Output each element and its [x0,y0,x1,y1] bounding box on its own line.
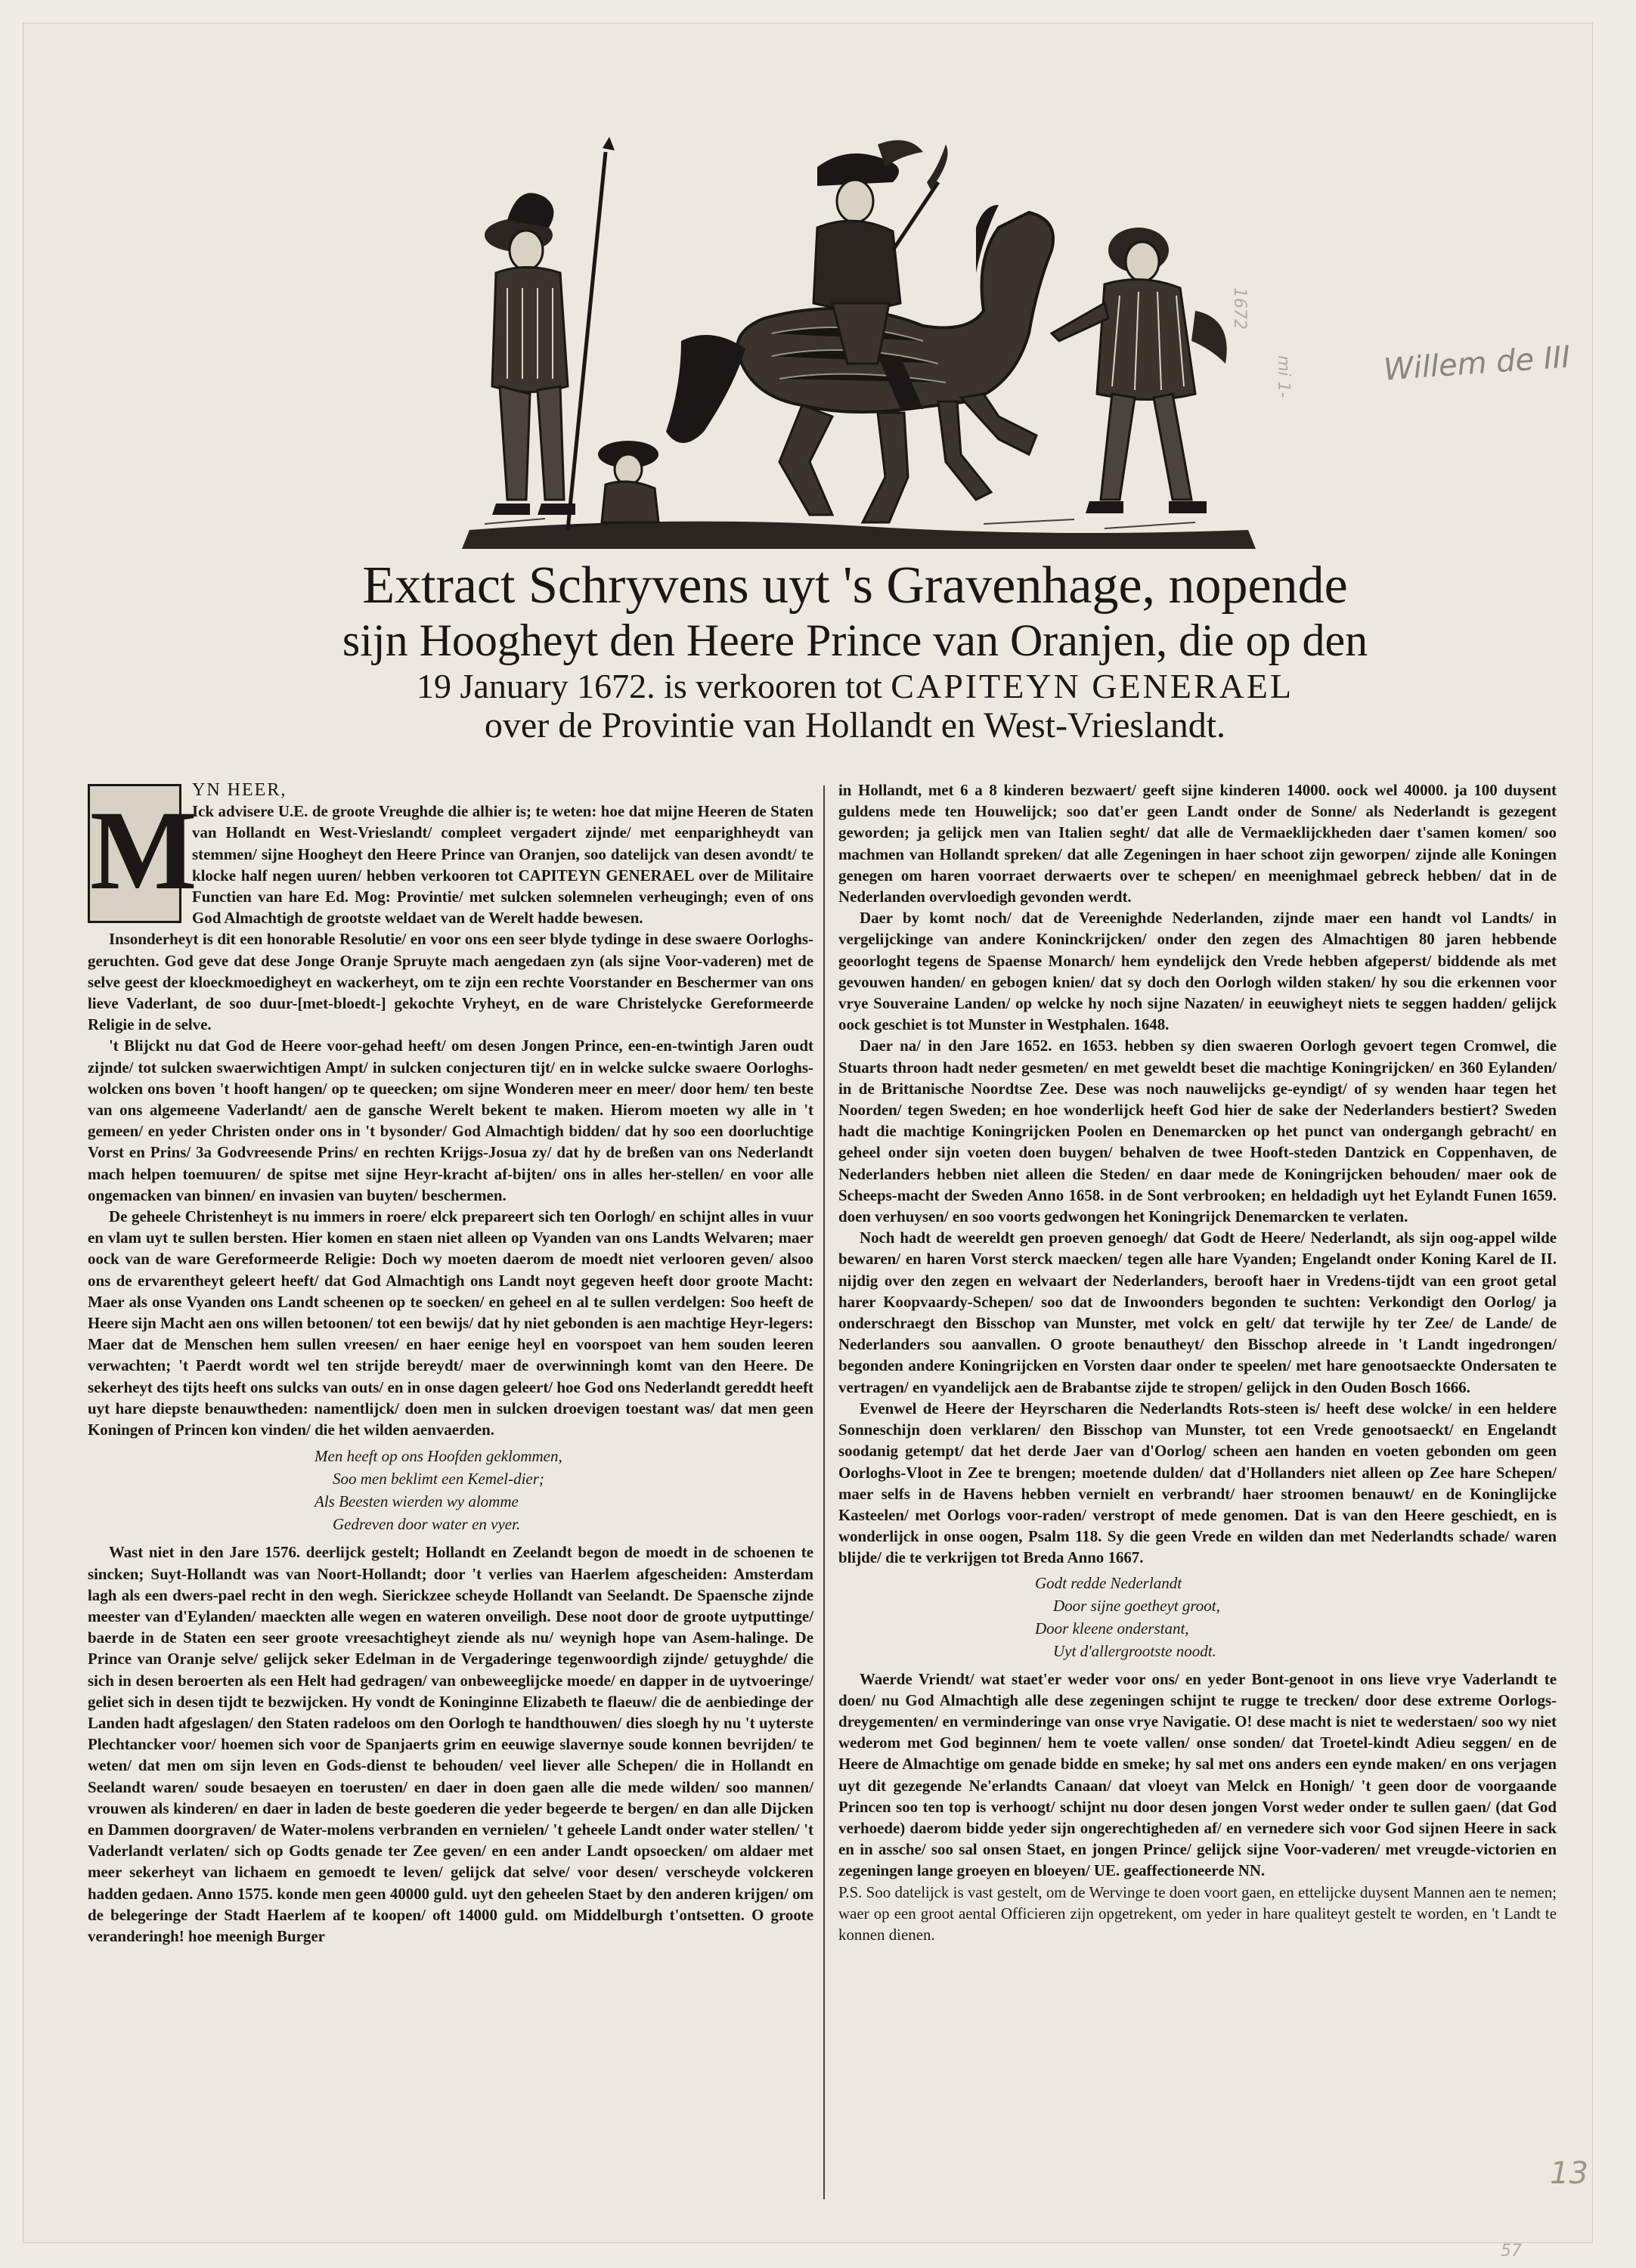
right-paragraph-1: in Hollandt, met 6 a 8 kinderen bezwaert/ geeft sijne kinderen 14000. oock wel 40000. ja 100 duysent guldens mede ten Houwelijck; soo dat'er geen Landt onder de Sonne/ als Nederlandt is gezegent geworden; ja gelijck men van Italien seght/ dat alle de Vermaeklijckheden daer t'samen komen/ soo machmen van Hollandt spreken/ dat alle Zegeningen in haer schoot zijn geworpen/ zijnde alle Koningen genegen om haren voorraet derwaerts over te schepen/ en meenighmael gebreck hebben/ dat in de Nederlanden overvloedigh gevonden werdt. [838,781,1557,906]
left-paragraph-3: 't Blijckt nu dat God de Heere voor-gehad heeft/ om desen Jongen Prince, een-en-twintigh Jaren oudt zijnde/ tot sulcken swaerwichtigen Ampt/ in sulcken conjecturen tijt/ en in welcke sulcke swaere Oorloghs-wolcken ons boven 't hooft hangen/ op te queecken; om sijne Wonderen meer en meer/ door hem/ ten beste van ons algemeene Vaderlandt/ aen de gansche Werelt bekent te maken. Hierom moeten wy alle in 't gemeen/ en yeder Christen onder ons in 't bysonder/ God Almachtigh bidden/ dat hy soo een doorluchtige Vorst en Prins/ 3a Godvreesende Prins/ en rechten Krijgs-Josua zy/ dat hy de breßen van ons Nederlandt mach helpen toemuuren/ de spitse met sijne Heyr-kracht af-bijten/ ons in alles her-stellen/ en voor alle ongemacken van binnen/ en invasien van buyten/ beschermen. [88,1036,813,1204]
poem-line: Als Beesten wierden wy alomme [314,1492,519,1511]
right-poem [1035,1572,1557,1662]
pencil-annotation-willem: Willem de III [1382,339,1572,388]
woodcut-illustration [454,137,1263,560]
left-paragraph-2: Insonderheyt is dit een honorable Resolutie/ en voor ons een seer blyde tydinge in dese swaere Oorloghs-geruchten. God geve dat dese Jonge Oranje Spruyte mach aengedaen zyn (als sijne Voor-vaderen) met de selve geest der kloeckmoedigheyt en wackerheyt, om te zijn een rechte Voorstander en Beschermer van ons lieve Vaderlant, de soo duur-[met-bloedt-] gekochte Vryheyt, en de ware Christelycke Gereformeerde Religie in de selve. [88,930,813,1034]
poem-line: Soo men beklimt een Kemel-dier; [333,1470,544,1489]
poem-line: Men heeft op ons Hoofden geklommen, [314,1447,562,1466]
right-paragraph-6: Waerde Vriendt/ wat staet'er weder voor ons/ en yeder Bont-genoot in ons lieve vrye Vaderlandt te doen/ nu God Almachtigh alle dese zegeningen schijnt te rugge te trecken/ door dese extreme Oorlogs-dreygementen/ en verminderinge van onse vrye Navigatie. O! dese macht is niet te wederstaen/ soo wy niet wederom met God beginnen/ hem te voete vallen/ onse sonden/ dat Troetel-kindt Adieu seggen/ en de Heere de Almachtige om genade bidde en smeke; hy sal met ons anders een eynde maken/ en ons verjagen uyt dit gezegende Ne'erlandts Canaan/ dat vloeyt van Melck en Honigh/ 't geen door de voorgaande Princen soo ten top is verhoogt/ schijnt nu door desen jongen Vorst weder onder te sullen gaen/ (dat God verhoede) daerom bidde yeder sijn ongerechtigheden af/ en vernedere sich voor God sijnen Heere in sack en in assche/ soo sal onsen Staet, en jongen Prince/ gelijck sijne Voor-vaderen/ met vreugde-victorien en zegeningen lange groeyen en bloeyen/ UE. geaffectioneerde NN. [838,1669,1557,1880]
poem-line: Door kleene onderstant, [1035,1619,1189,1637]
title-date: 19 January 1672. is verkooren tot [417,666,891,705]
salutation: YN HEER, [192,780,287,800]
right-column [838,779,1557,2201]
title-rank: CAPITEYN GENERAEL [891,666,1294,705]
pencil-annotation-vertical: 1672 [1230,287,1249,330]
title-line-1: Extract Schryvens uyt 's Gravenhage, nopende [362,556,1348,615]
left-paragraph-5: Wast niet in den Jare 1576. deerlijck gestelt; Hollandt en Zeelandt begon de moedt in de schoenen te sincken; Suyt-Hollandt was van Noort-Hollandt; door 't verlies van Haerlem afgescheiden: Amsterdam lagh als een dwers-pael recht in den wegh. Sierickzee scheyde Hollandt van Seelandt. De Spaensche zijnde meester van d'Eylanden/ maeckten alle wegen en wateren onveiligh. Dese noot door de groote uytputtinge/ baerde in de Staten een seer groote vreesachtigheyt ziende als nu/ weynigh hope van Asem-halinge. De Prince van Oranje selve/ gelijck seker Edelman in de Vergaderinge tegenwoordigh zijnde/ getuyghde/ die sich in desen beroerten als een Helt had gedragen/ van onbeweeglijcke moede/ en dapper in de uytvoeringe/ geliet sich in desen tijdt te bezwijcken. Hy vondt de Koninginne Elizabeth te flaeuw/ die de aenbiedinge der Landen hadt afgeslagen/ den Staten radeloos om den Oorlogh te handthouwen/ dies sloegh hy nu 't uyterste Plechtancker voor/ hoemen sich voor de Spanjaerts grim en eeuwige slavernye soude konnen bevrijden/ te weten/ dat men om sijn leven en Gods-dienst te behouden/ veel liever alle Schepen/ die in Hollandt en Seelandt waren/ soude besaeyen en toerusten/ en daer in doen gaen alle die mede wilden/ soo mannen/ vrouwen als kinderen/ en daer in laden de beste goederen die yeder begeerde te bergen/ en dan alle Dijcken en Dammen doorgraven/ de Water-molens verbranden en vernielen/ 't geheele Landt onder water stellen/ 't Vaderlandt verlaten/ sich op Godts genade ter Zee geven/ en een ander Landt opsoecken/ om aldaer met meer sekerheyt van lichaem en gemoedt te leven/ gelijck dat selve/ voor desen/ verscheyde volckeren hadden gedaen. Anno 1575. konde men geen 40000 guld. uyt den geheelen Staet by den anderen krijgen/ om de belegeringe der Stadt Haerlem af te koopen/ oft 14000 guld. om Middelburgh t'ontsetten. O groote veranderingh! hoe meenigh Burger [88,1543,813,1945]
right-paragraph-2: Daer by komt noch/ dat de Vereenighde Nederlanden, zijnde maer een handt vol Landts/ in vergelijckinge van andere Koninckrijcken/ onder den zegen des Almachtigen 80 jaren hebbende geoorloght tegens de Spaense Monarch/ hem eyndelijck den Vrede hebben afgeperst/ biddende als met gevouwen handen/ en gebogen knien/ dat sy doch den Oorlogh wilden staken/ hy sou die erkennen voor vrye Souveraine Landen/ op welcke hy noch sijne Nazaten/ in eeuwigheyt niets te seggen hadden/ gelijck oock geschiet is tot Munster in Westphalen. 1648. [838,909,1557,1034]
headline [235,556,1475,746]
left-column [88,779,813,2186]
page-number-annotation: 13 [1550,2156,1588,2191]
postscript: P.S. Soo datelijck is vast gestelt, om de Wervinge te doen voort gaen, en ettelijcke duysent Mannen aen te nemen; waer op een groot aental Officieren zijn opgetrekent, om yeder in hare qualiteyt gestelt te worden, en 't Landt te konnen dienen. [838,1882,1557,1944]
pencil-annotation-vertical: mi 1- [1274,355,1293,398]
poem-line: Uyt d'allergrootste noodt. [1053,1641,1216,1660]
bottom-annotation: 57 [1501,2242,1522,2260]
right-paragraph-3: Daer na/ in den Jare 1652. en 1653. hebben sy dien swaeren Oorlogh gevoert tegen Cromwel, die Stuarts throon hadt neder gesmeten/ en met geweldt beset die machtige Koningrijcken/ en 360 Eylanden/ in de Brittanische Noordtse Zee. Dese was noch nauwelijcks ge-eyndigt/ of sy wenden haar tegen het Noorden/ tegen Sweden; en hoe wonderlijck heeft God hier de sake der Nederlanders bestiert? Sweden hadt die machtige Koningrijcken Poolen en Denemarcken op het punct van ondergangh gebracht/ en geheel onder sijn voeten doen buygen/ behalven de twee Hooft-steden Dantzick en Coppenhaven, de Nederlanders hebben niet alleen die Steden/ en daar mede de Koningrijcken behouden/ maer ook de Scheeps-macht der Sweden Anno 1658. in de Sont verbrooken; en heldadigh uyt het Eylandt Funen 1659. doen verhuysen/ en soo voorts gedwongen het Koningrijck Denemarcken te verlaten. [838,1036,1557,1226]
drop-cap-box [88,784,197,923]
title-line-3 [235,667,1475,706]
left-paragraph-4: De geheele Christenheyt is nu immers in roere/ elck prepareert sich ten Oorlogh/ en schijnt alles in vuur en vlam uyt te sullen bersten. Hier komen en staen niet alleen op Vyanden van ons Landts Welvaren; maer oock van de ware Gereformeerde Religie: Doch wy moeten daerom de moedt niet verlooren geven/ alsoo ons de ervarentheyt geleert heeft/ dat God Almachtigh ons Landt noyt gegeven heeft door groote Macht: Maer als onse Vyanden ons Landt scheenen op te soecken/ en geheel en al te sullen verdelgen: Soo heeft de Heere sijn Macht aen ons willen betoonen/ tot een bewijs/ dat hy niet gebonden is aen machtige Heyr-legers: Maer dat de Menschen hem sullen vreesen/ en haer eenige heyl en voorspoet van hem souden leeren verwachten; 't Paerdt wordt wel ten strijde bereydt/ maer de overwinningh komt van den Heere. De sekerheyt des tijts heeft ons sulcks van outs/ en in onse dagen geleert/ hoe God ons Nederlandt gereddt heeft uyt hare diepste benauwtheden: namentlijck/ doen men in sulcken droevigen toestant was/ dat men geen Koningen of Princen kon vinden/ die het wilden aenvaerden. [88,1207,813,1439]
left-poem [314,1445,813,1535]
poem-line: Door sijne goetheyt groot, [1053,1596,1220,1615]
column-divider [823,785,825,2199]
right-paragraph-4: Noch hadt de weereldt gen proeven genoegh/ dat Godt de Heere/ Nederlandt, als sijn oog-appel wilde bewaren/ en haren Vorst sterck maecken/ tegen alle hare Vyanden; Engelandt onder Koning Karel de II. nijdig over den zegen en welvaart der Nederlanders, berooft haer in Vredens-tijdt van een groot getal harer Koopvaardy-Schepen/ soo dat de Inwoonders begonden te suchten: Verkondigt den Oorlog/ ja onderschraegt den Bisschop van Munster, met volck en gelt/ dat terwijle hy ter Zee/ de Lande/ de Nederlanders sou aanvallen. O groote benautheyt/ den Bisschop alreede in 't Landt ingedrongen/ begonden andere Koningrijcken en Vorsten daar onder te speelen/ met hare genootsaeckte Ondersaten te vertragen/ en vyandelijck aen de Brabantse zijde te stropen/ gelijck in den Ouden Bosch 1666. [838,1228,1557,1396]
left-paragraph-1: Ick advisere U.E. de groote Vreughde die alhier is; te weten: hoe dat mijne Heeren de Staten van Hollandt en West-Vrieslandt/ compleet vergadert zijnde/ met eenparighheydt van stemmen/ sijne Hoogheyt den Heere Prince van Oranjen, soo datelijck van desen avondt/ te klocke half negen uuren/ hebben verkooren tot CAPITEYN GENERAEL over de Militaire Functien van hare Ed. Mog: Provintie/ met sulcken solemnelen verheugingh; even of ons God Almachtigh de grootste weldaet van de Werelt hadde bewesen. [192,802,813,928]
title-line-4: over de Provintie van Hollandt en West-Vrieslandt. [484,705,1226,746]
drop-cap-letter: M [90,788,197,913]
poem-line: Godt redde Nederlandt [1035,1573,1182,1592]
right-paragraph-5: Evenwel de Heere der Heyrscharen die Nederlandts Rots-steen is/ heeft dese wolcke/ in een heldere Sonneschijn doen verklaren/ den Bisschop van Munster, tot een Vrede genootsaeckt/ en Engelandt soodanig getempt/ dat het derde Jaer van d'Oorlog/ scheen aen handen en voeten gebonden om geen Oorloghs-Vloot in Zee te brengen; moetende dulden/ dat d'Hollanders niet alleen op Zee hare Schepen/ maer selfs in de Havens hebben vernielt en verbrandt/ haer stroomen benauwt/ en de Koninglijcke Kasteelen/ met Oorlogs voor-raden/ verstropt of mede genomen. Dat is van den Heere geschiedt, en is wonderlijck in onse oogen, Psalm 118. Sy die geen Vrede en wilden dan met Nederlandts schade/ waren blijde/ die te verkrijgen tot Breda Anno 1667. [838,1399,1557,1567]
title-line-2: sijn Hoogheyt den Heere Prince van Oranjen, die op den [342,615,1368,666]
broadsheet-page [23,23,1593,2243]
poem-line: Gedreven door water en vyer. [333,1515,521,1534]
